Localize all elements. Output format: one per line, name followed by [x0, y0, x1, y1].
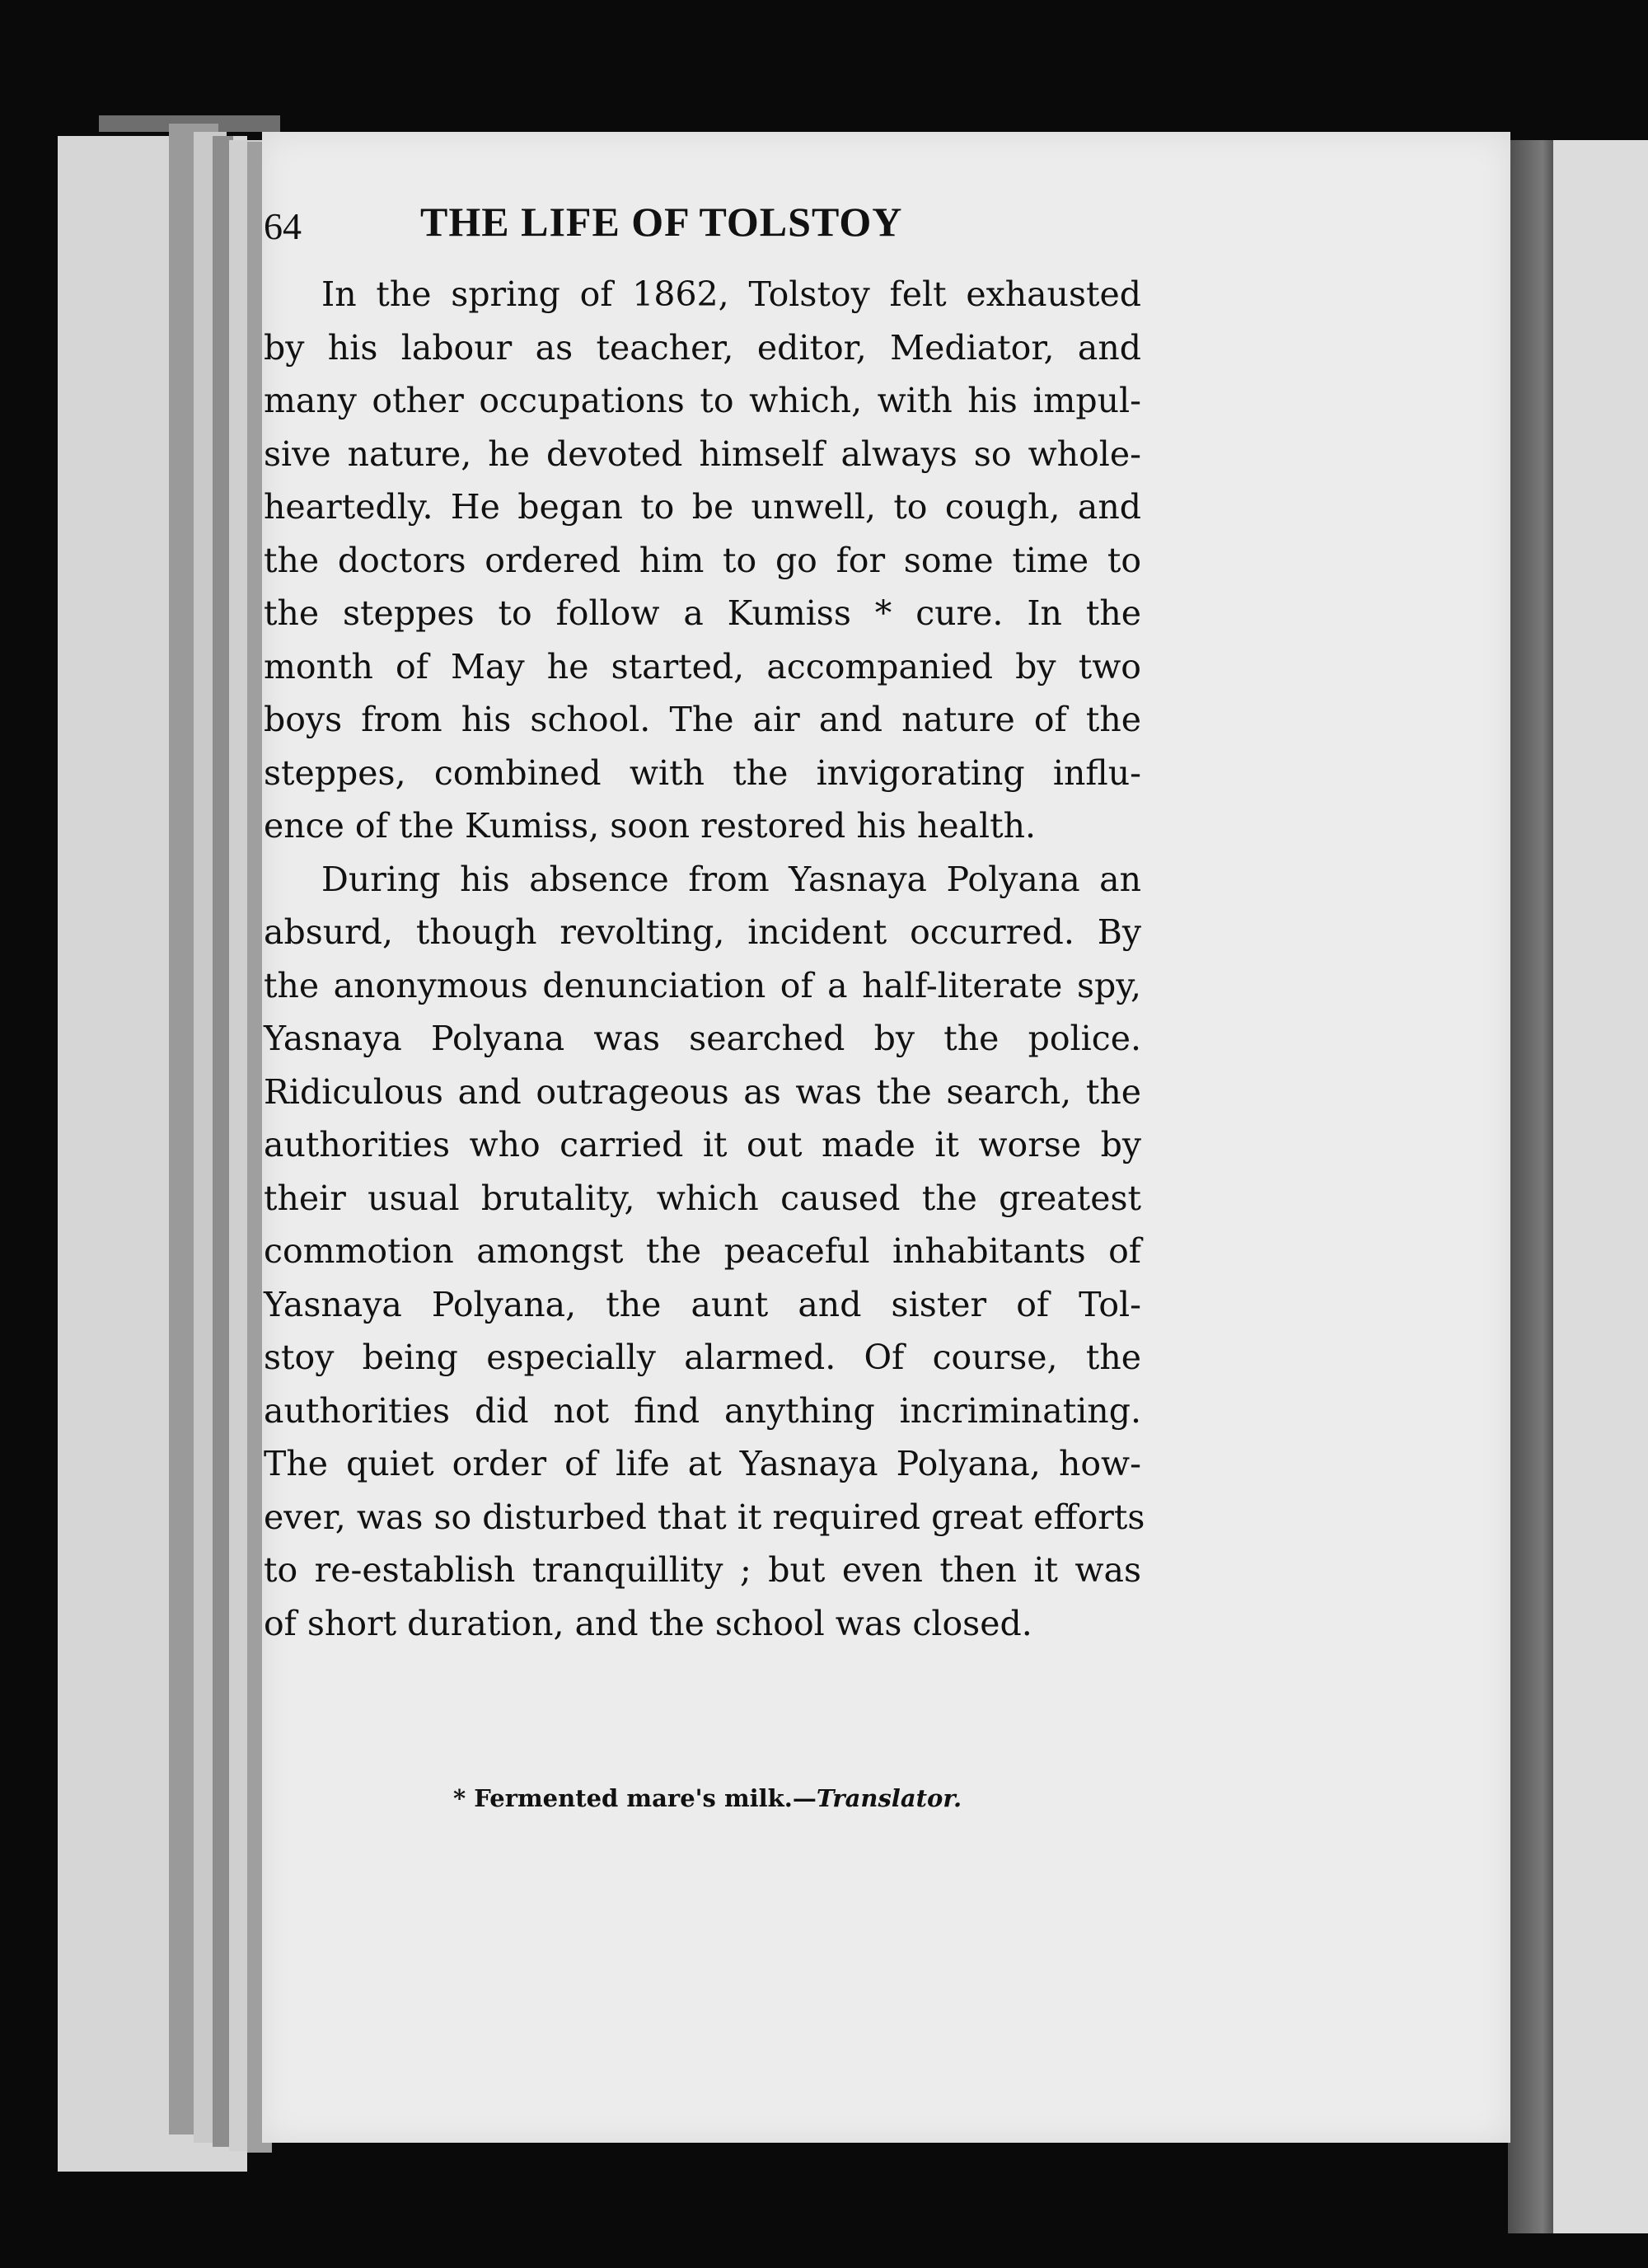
footnote — [453, 1784, 1195, 1812]
text-line: Yasnaya Polyana was searched by the police. — [264, 1019, 1141, 1058]
running-head: THE LIFE OF TOLSTOY — [420, 199, 903, 245]
text-line: absurd, though revolting, incident occurred. By — [264, 912, 1141, 952]
text-line: month of May he started, accompanied by two — [264, 646, 1141, 686]
text-line: heartedly. He began to be unwell, to cough, and — [264, 487, 1141, 527]
footnote-attribution: Translator. — [816, 1784, 962, 1812]
text-line: their usual brutality, which caused the greatest — [264, 1178, 1141, 1218]
text-line: by his labour as teacher, editor, Mediator, and — [264, 327, 1141, 368]
text-line: the anonymous denunciation of a half-literate spy, — [264, 965, 1141, 1005]
text-line: stoy being especially alarmed. Of course, the — [264, 1338, 1141, 1377]
text-line: During his absence from Yasnaya Polyana an — [321, 859, 1141, 899]
page-number: 64 — [264, 205, 302, 247]
text-line: sive nature, he devoted himself always so whole- — [264, 433, 1141, 474]
text-line: to re-establish tranquillity ; but even then it was — [264, 1550, 1141, 1590]
page-header — [264, 198, 1220, 264]
text-line: of short duration, and the school was closed. — [264, 1603, 1032, 1643]
text-line: ence of the Kumiss, soon restored his health. — [264, 806, 1037, 846]
text-line: Ridiculous and outrageous as was the search, the — [264, 1071, 1141, 1112]
text-line: boys from his school. The air and nature of the — [264, 700, 1141, 739]
footnote-text: * Fermented mare's milk.— — [453, 1784, 817, 1812]
text-line: ever, was so disturbed that it required great efforts — [264, 1497, 1145, 1537]
text-line: many other occupations to which, with his impul- — [264, 381, 1141, 420]
body-text — [264, 268, 1145, 1650]
facing-page-edge — [1553, 140, 1648, 2233]
text-line: the steppes to follow a Kumiss * cure. In the — [264, 593, 1141, 633]
text-line: The quiet order of life at Yasnaya Polyana, how- — [264, 1444, 1141, 1483]
text-line: authorities did not find anything incriminating. — [264, 1390, 1141, 1431]
text-line: authorities who carried it out made it worse by — [264, 1125, 1141, 1164]
text-line: Yasnaya Polyana, the aunt and sister of Tol- — [264, 1284, 1141, 1324]
text-line: steppes, combined with the invigorating influ- — [264, 752, 1141, 793]
text-line: the doctors ordered him to go for some time to — [264, 540, 1141, 580]
text-line: In the spring of 1862, Tolstoy felt exhausted — [321, 274, 1141, 314]
text-line: commotion amongst the peaceful inhabitants of — [264, 1231, 1141, 1271]
